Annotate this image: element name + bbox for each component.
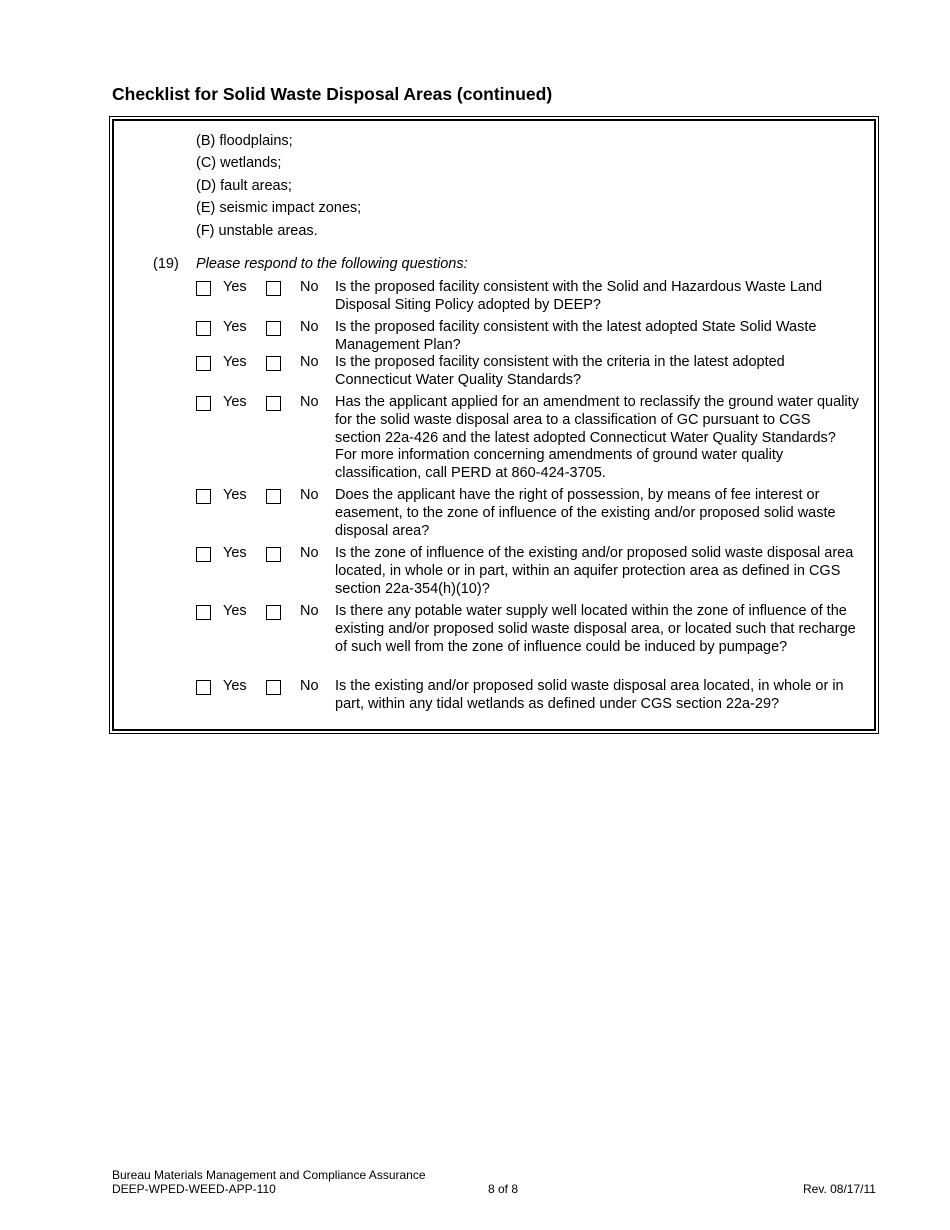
yes-label: Yes (223, 487, 247, 503)
no-checkbox[interactable] (266, 356, 281, 371)
sub-item-fault-areas: (D) fault areas; (196, 177, 292, 194)
no-label: No (300, 487, 319, 503)
question-text: Does the applicant have the right of possession, by means of fee interest or easement, to the zone of influence of the existing and/or proposed solid waste disposal area? (335, 487, 836, 539)
yes-checkbox[interactable] (196, 489, 211, 504)
yes-label: Yes (223, 319, 247, 335)
question-text: Is the existing and/or proposed solid waste disposal area located, in whole or in part, within any tidal wetlands as defined under CGS section 22a-29? (335, 678, 844, 712)
sub-item-wetlands: (C) wetlands; (196, 155, 282, 172)
question-number: (19) (153, 256, 179, 272)
question-intro: Please respond to the following questions: (196, 256, 468, 272)
no-label: No (300, 394, 319, 410)
no-label: No (300, 678, 319, 694)
question-text: Has the applicant applied for an amendment to reclassify the ground water quality for the solid waste disposal area to a classification of GC pursuant to CGS section 22a-426 and the latest adopted Connecticut Water Quality Standards? For more information concerning amendments of ground water quality classification, call PERD at 860-424-3705. (335, 394, 859, 482)
yes-checkbox[interactable] (196, 605, 211, 620)
no-checkbox[interactable] (266, 396, 281, 411)
question-text: Is the proposed facility consistent with the latest adopted State Solid Waste Management Plan? (335, 319, 817, 353)
yes-label: Yes (223, 279, 247, 295)
no-checkbox[interactable] (266, 680, 281, 695)
no-checkbox[interactable] (266, 547, 281, 562)
no-label: No (300, 279, 319, 295)
no-label: No (300, 545, 319, 561)
yes-label: Yes (223, 603, 247, 619)
no-label: No (300, 603, 319, 619)
yes-checkbox[interactable] (196, 680, 211, 695)
footer-page-number: 8 of 8 (488, 1182, 519, 1196)
sub-item-seismic-zones: (E) seismic impact zones; (196, 200, 362, 217)
question-text: Is there any potable water supply well located within the zone of influence of the existing and/or proposed solid waste disposal area, or located such that recharge of such well from the zone of influence could be induced by pumpage? (335, 603, 856, 655)
no-checkbox[interactable] (266, 489, 281, 504)
footer-left (112, 1168, 426, 1196)
sub-item-list (196, 130, 361, 242)
yes-label: Yes (223, 354, 247, 370)
sub-item-unstable-areas: (F) unstable areas. (196, 222, 318, 239)
no-checkbox[interactable] (266, 605, 281, 620)
question-text: Is the zone of influence of the existing and/or proposed solid waste disposal area located, in whole or in part, within an aquifer protection area as defined in CGS section 22a-354(h)(10)? (335, 545, 854, 597)
yes-checkbox[interactable] (196, 547, 211, 562)
sub-item-floodplains: (B) floodplains; (196, 133, 293, 149)
no-label: No (300, 319, 319, 335)
footer-revision: Rev. 08/17/11 (803, 1182, 876, 1196)
footer-form-id: DEEP-WPED-WEED-APP-110 (112, 1182, 276, 1196)
yes-checkbox[interactable] (196, 396, 211, 411)
yes-checkbox[interactable] (196, 281, 211, 296)
no-checkbox[interactable] (266, 281, 281, 296)
yes-label: Yes (223, 678, 247, 694)
yes-checkbox[interactable] (196, 356, 211, 371)
no-label: No (300, 354, 319, 370)
no-checkbox[interactable] (266, 321, 281, 336)
question-text: Is the proposed facility consistent with the criteria in the latest adopted Connecticut Water Quality Standards? (335, 354, 785, 388)
yes-label: Yes (223, 394, 247, 410)
question-text: Is the proposed facility consistent with the Solid and Hazardous Waste Land Disposal Siting Policy adopted by DEEP? (335, 279, 823, 313)
footer-bureau: Bureau Materials Management and Compliance Assurance (112, 1168, 426, 1182)
page-title: Checklist for Solid Waste Disposal Areas (continued) (112, 84, 553, 104)
yes-label: Yes (223, 545, 247, 561)
yes-checkbox[interactable] (196, 321, 211, 336)
